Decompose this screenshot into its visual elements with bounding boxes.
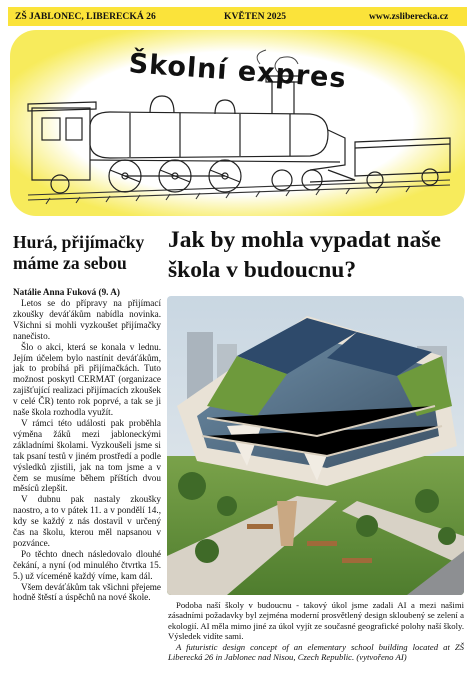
paragraph: Po těchto dnech následovalo dlouhé čekání, a nyní (od minulého čtvrtka 15. 5.) už víceméně každý víme, kam dál. <box>13 548 161 581</box>
paragraph: Šlo o akci, která se konala v lednu. Jejím účelem bylo nastínit deváťákům, jak to probíhá při přijímačkách. Tuto možnost poskytl CERMAT (organizace zajišťující realizaci přijímacích zkoušek v celé ČR) tento rok poprvé, a tak se ji naše škola rozhodla využít. <box>13 341 161 418</box>
image-caption: Podoba naší školy v budoucnu - takový úkol jsme zadali AI a mezi našimi zásadními požadavky byl zejména moderní prosvětlený design skloubený se zelení a ekologií. AI měla mimo jiné za úkol vyjít ze současné geografické polohy naší školy. Výsledek vidíte sami. <box>168 600 464 642</box>
paragraph: V dubnu pak nastaly zkoušky naostro, a to v pátek 11. a v pondělí 14., kdy se každý z nás dostavil v určený čas na školu, kterou měl napsanou v pozvánce. <box>13 494 161 548</box>
left-title-line1: Hurá, přijímačky <box>13 232 145 252</box>
main-title-line1: Jak by mohla vypadat naše <box>168 227 441 253</box>
left-article <box>13 232 161 603</box>
school-render-image <box>167 296 464 595</box>
paragraph: Všem deváťákům tak všichni přejeme hodně štěstí a úspěchů na nové škole. <box>13 581 161 603</box>
article-author: Natálie Anna Fuková (9. A) <box>13 287 120 297</box>
paragraph: Letos se do přípravy na přijímací zkoušky deváťákům nabídla novinka. Všichni si mohli vyzkoušet přijímačky nanečisto. <box>13 298 161 341</box>
masthead-title: Školní expres <box>127 48 348 95</box>
main-article-title <box>168 225 468 285</box>
school-name: ZŠ JABLONEC, LIBERECKÁ 26 <box>15 11 156 22</box>
header-bar <box>8 7 467 26</box>
image-credit: A futuristic design concept of an elementary school building located at ZŠ Liberecká 26 in Jablonec nad Nisou, Czech Republic. (vytvořeno AI) <box>168 642 464 663</box>
masthead <box>10 30 465 216</box>
left-article-title <box>13 232 161 274</box>
issue-date: KVĚTEN 2025 <box>224 11 287 22</box>
locomotive-illustration <box>10 30 465 216</box>
left-title-line2: máme za sebou <box>13 253 127 273</box>
paragraph: V rámci této události pak proběhla výměna žáků mezi jabloneckými základními školami. Vyzkoušeli jsme si tak psaní testů v jiném prostředí a podle výsledků zjistili, jak na tom jsme a v čem se musíme během příštích dvou měsíců zlepšit. <box>13 417 161 494</box>
website-link[interactable]: www.zsliberecka.cz <box>369 11 449 22</box>
main-title-line2: škola v budoucnu? <box>168 257 357 283</box>
